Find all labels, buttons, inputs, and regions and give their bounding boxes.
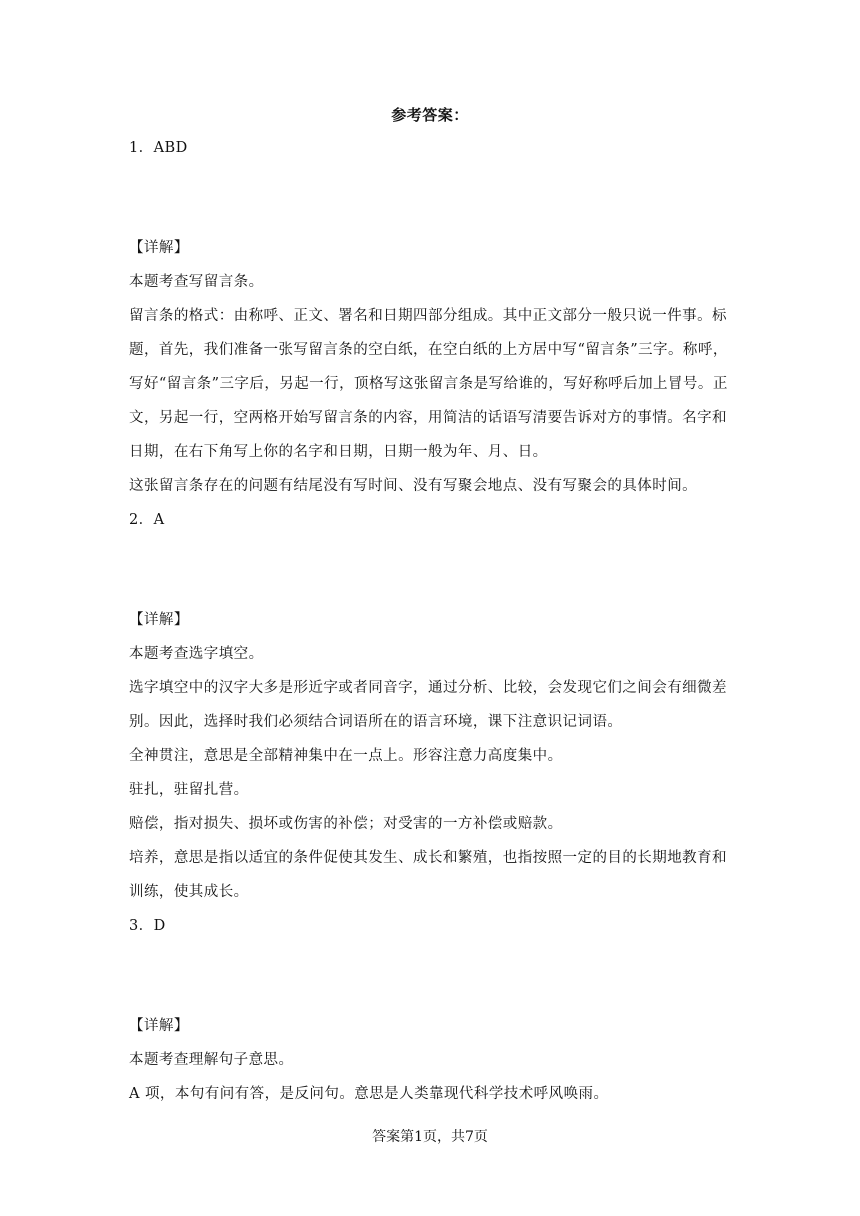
explanation-line: 这张留言条存在的问题有结尾没有写时间、没有写聚会地点、没有写聚会的具体时间。 bbox=[129, 478, 698, 494]
explanation-line: 驻扎，驻留扎营。 bbox=[129, 782, 249, 798]
explanation-line: 本题考查理解句子意思。 bbox=[129, 1052, 294, 1068]
explanation-line: 留言条的格式：由称呼、正文、署名和日期四部分组成。其中正文部分一般只说一件事。标 bbox=[129, 308, 727, 324]
explanation-heading-1: 【详解】 bbox=[129, 240, 189, 256]
explanation-line: 别。因此，选择时我们必须结合词语所在的语言环境，课下注意识记词语。 bbox=[129, 714, 623, 730]
explanation-line: 训练，使其成长。 bbox=[129, 884, 249, 900]
page-footer: 答案第1页，共7页 bbox=[372, 1129, 488, 1145]
explanation-line: 选字填空中的汉字大多是形近字或者同音字，通过分析、比较，会发现它们之间会有细微差 bbox=[129, 680, 727, 696]
explanation-heading-3: 【详解】 bbox=[129, 1018, 189, 1034]
page-title: 参考答案： bbox=[391, 106, 469, 124]
spacer bbox=[129, 943, 729, 1009]
answer-3: 3．D bbox=[129, 918, 166, 934]
explanation-line: 全神贯注，意思是全部精神集中在一点上。形容注意力高度集中。 bbox=[129, 748, 563, 764]
explanation-line: A 项，本句有问有答，是反问句。意思是人类靠现代科学技术呼风唤雨。 bbox=[129, 1086, 609, 1102]
answer-1: 1．ABD bbox=[129, 140, 188, 156]
explanation-line: 本题考查写留言条。 bbox=[129, 274, 264, 290]
explanation-line: 日期，在右下角写上你的名字和日期，日期一般为年、月、日。 bbox=[129, 444, 548, 460]
explanation-line: 培养，意思是指以适宜的条件促使其发生、成长和繁殖，也指按照一定的目的长期地教育和 bbox=[129, 850, 727, 866]
spacer bbox=[129, 165, 729, 231]
spacer bbox=[129, 537, 729, 603]
explanation-heading-2: 【详解】 bbox=[129, 612, 189, 628]
explanation-line: 赔偿，指对损失、损坏或伤害的补偿；对受害的一方补偿或赔款。 bbox=[129, 816, 563, 832]
explanation-line: 写好“留言条”三字后，另起一行，顶格写这张留言条是写给谁的，写好称呼后加上冒号。正 bbox=[129, 376, 728, 392]
explanation-line: 文，另起一行，空两格开始写留言条的内容，用简洁的话语写清要告诉对方的事情。名字和 bbox=[129, 410, 727, 426]
answer-2: 2．A bbox=[129, 512, 165, 528]
explanation-line: 本题考查选字填空。 bbox=[129, 646, 264, 662]
answer-content bbox=[129, 131, 729, 1111]
explanation-line: 题，首先，我们准备一张写留言条的空白纸，在空白纸的上方居中写“留言条”三字。称呼， bbox=[129, 342, 728, 358]
